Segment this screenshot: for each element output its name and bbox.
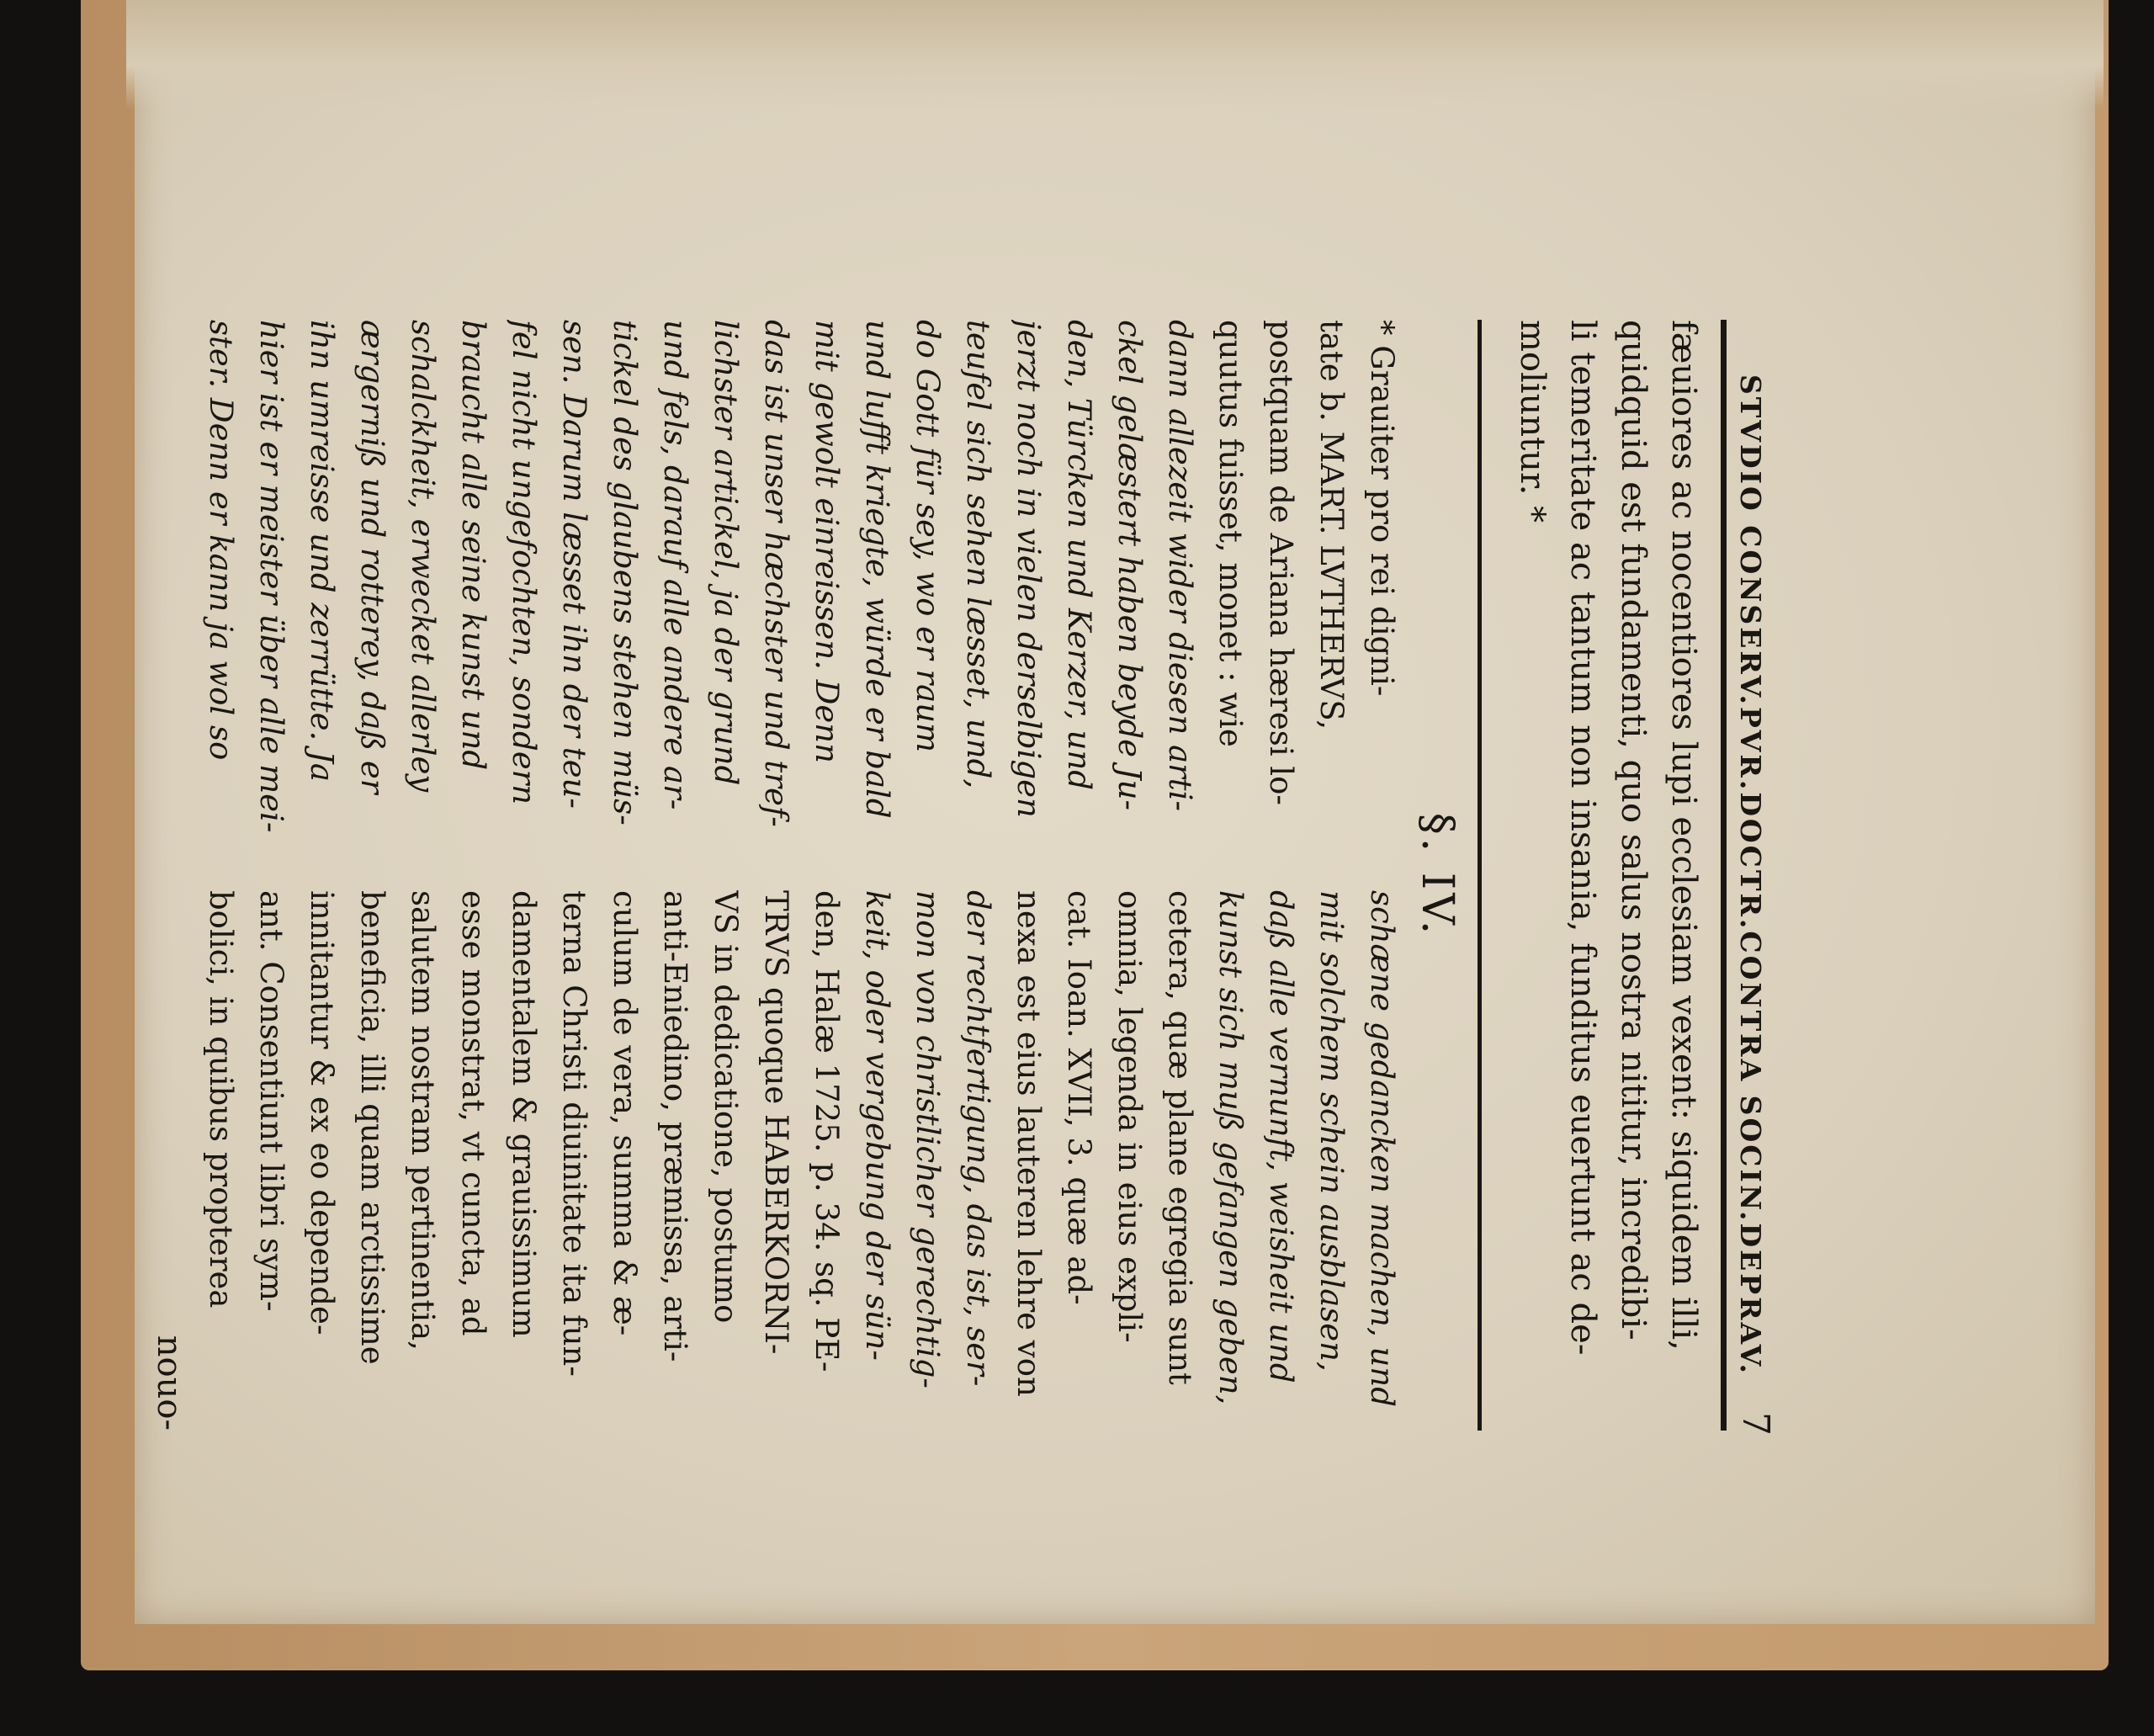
footnote-line: den, Türcken und Kerzer, und <box>1061 320 1097 790</box>
footnote-rule <box>1478 320 1482 1431</box>
footnote-line: * Grauiter pro rei digni- <box>1364 320 1400 697</box>
footnote-line: beneficia, illi quam arctissime <box>354 890 390 1365</box>
text-line: quidquid est fundamenti, quo salus nostra nititur, incredibi- <box>1614 320 1653 1340</box>
footnote-line: der rechtfertigung, das ist, ser- <box>960 890 996 1387</box>
text-line: moliuntur. * <box>1513 320 1552 523</box>
footnote-line: sen. Darum læsset ihn der teu- <box>556 320 592 809</box>
footnote-line: keit, oder vergebung der sün- <box>859 890 895 1361</box>
footnote-line: kunst sich muß gefangen geben, <box>1212 890 1249 1405</box>
main-text <box>1507 320 1709 1431</box>
footnote-line: ærgerniß und rotterey, daß er <box>354 320 390 794</box>
footnote-line: mit gewolt einreissen. Denn <box>809 320 845 763</box>
footnote-line: ckel gelæstert haben beyde Ju- <box>1111 320 1148 810</box>
footnote-line: omnia, legenda in eius expli- <box>1111 890 1148 1343</box>
text-line: li temeritate ac tantum non insania, funditus euertunt ac de- <box>1563 320 1602 1356</box>
footnote-line: cat. Ioan. XVII, 3. quæ ad- <box>1061 890 1097 1305</box>
footnote-line: braucht alle seine kunst und <box>455 320 491 771</box>
footnote-line: culum de vera, summa & æ- <box>607 890 643 1336</box>
footnote-line: daß alle vernunft, weisheit und <box>1263 890 1299 1383</box>
footnote-line: tickel des glaubens stehen müs- <box>607 320 643 826</box>
footnote-line: teufel sich sehen læsset, und, <box>960 320 996 789</box>
catchword: nouo- <box>150 1335 188 1431</box>
footnote-line: mon von christlicher gerechtig- <box>910 890 946 1388</box>
footnote-line: dann allezeit wider diesen arti- <box>1162 320 1198 812</box>
footnote-line: fel nicht ungefochten, sondern <box>506 320 542 805</box>
footnote-line: quutus fuisset, monet : wie <box>1212 320 1249 747</box>
printed-page <box>150 320 1777 1436</box>
footnote-line: den, Halæ 1725. p. 34. sq. PE- <box>809 890 845 1372</box>
footnote-line: TRVS quoque HABERKORNI- <box>758 890 794 1355</box>
footnote-line: anti-Eniedino, præmissa, arti- <box>657 890 693 1362</box>
footnote-line: ihn umreisse und zerrütte. Ja <box>304 320 340 782</box>
footnote-line: damentalem & grauissimum <box>506 890 542 1338</box>
footnote-line: schalckheit, erwecket allerley <box>405 320 441 793</box>
running-title: STVDIO CONSERV.PVR.DOCTR.CONTRA SOCIN.DEPRAV. <box>1734 374 1768 1377</box>
footnote-line: bolici, in quibus propterea <box>203 890 239 1309</box>
text-line: fæuiores ac nocentiores lupi ecclesiam vexent: siquidem illi, <box>1664 320 1703 1351</box>
book-gutter <box>126 0 2104 109</box>
footnote-line: und fels, darauf alle andere ar- <box>657 320 693 810</box>
footnote-line: salutem nostram pertinentia, <box>405 890 441 1351</box>
footnote-line: mit solchem schein ausblasen, <box>1313 890 1350 1372</box>
footnote-line: und lufft kriegte, würde er bald <box>859 320 895 819</box>
footnote-line: innitantur & ex eo depende- <box>304 890 340 1335</box>
footnote-line: jerzt noch in vielen derselbigen <box>1011 320 1047 818</box>
footnote-line: hier ist er meister über alle mei- <box>253 320 289 833</box>
footnote-line: do Gott für sey, wo er raum <box>910 320 946 753</box>
footnote-right-column <box>195 890 1407 1431</box>
footnote-line: postquam de Ariana hæresi lo- <box>1263 320 1299 805</box>
page-header <box>1721 320 1777 1436</box>
footnote-line: ster. Denn er kann ja wol so <box>203 320 239 761</box>
footnote-line: cetera, quæ plane egregia sunt <box>1162 890 1198 1385</box>
footnote-line: esse monstrat, vt cuncta, ad <box>455 890 491 1336</box>
footnote-line: tate b. MART. LVTHERVS, <box>1313 320 1350 730</box>
footnote-line: nexa est eius lauteren lehre von <box>1011 890 1047 1397</box>
footnote-line: schæne gedancken machen, und <box>1364 890 1400 1407</box>
footnote <box>195 320 1407 1431</box>
section-heading: §. IV. <box>1412 812 1462 938</box>
footnote-line: ant. Consentiunt libri sym- <box>253 890 289 1312</box>
page-number: 7 <box>1734 1412 1777 1436</box>
footnote-left-column <box>195 320 1407 860</box>
footnote-line: lichster artickel, ja der grund <box>708 320 744 786</box>
footnote-line: terna Christi diuinitate ita fun- <box>556 890 592 1377</box>
footnote-line: das ist unser hæchster und tref- <box>758 320 794 827</box>
footnote-line: VS in dedicatione, postumo <box>708 890 744 1324</box>
